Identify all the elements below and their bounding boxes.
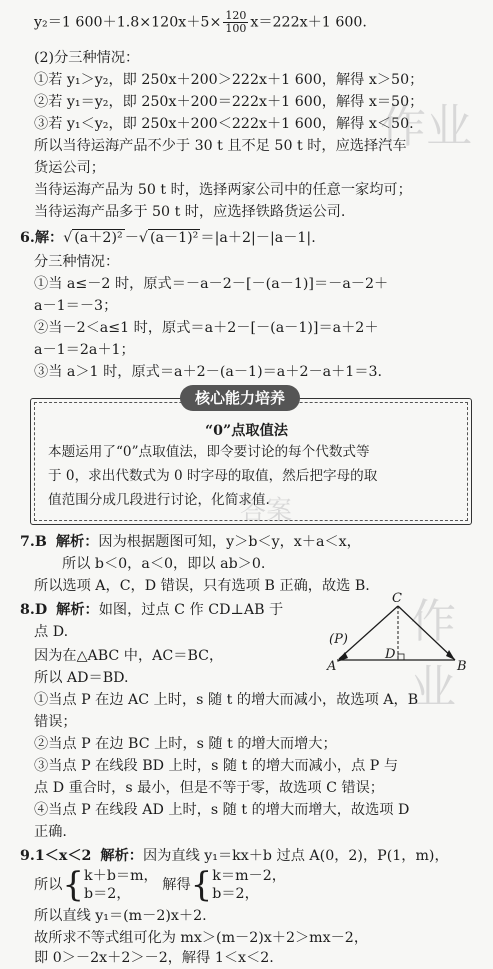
fraction-denominator: 100: [225, 22, 247, 35]
question-number: 9.: [20, 848, 35, 864]
radicand: (a＋2)²: [74, 230, 123, 246]
text-line: 所以直线 y₁＝(m－2)x＋2.: [34, 908, 207, 924]
point-label-a: A: [327, 659, 337, 674]
point-label-b: B: [457, 659, 467, 674]
equation: k＋b＝m，: [84, 868, 158, 884]
text-line: 所以当待运海产品不少于 30 t 且不足 50 t 时，应选择汽车: [34, 138, 407, 154]
text-line: a－1＝－3；: [34, 298, 118, 314]
question-9-header: [20, 846, 449, 866]
brace: {: [62, 865, 85, 905]
text-line: 即 0＞－2x＋2＞－2，解得 1＜x＜2.: [34, 950, 274, 966]
point-label-p: (P): [329, 632, 348, 647]
answer-value: 1＜x＜2: [34, 848, 92, 864]
point-label-c: C: [392, 591, 402, 606]
equation-text: x＝222x＋1 600.: [250, 14, 367, 31]
brace: {: [190, 865, 213, 905]
answer-choice: D: [34, 602, 48, 618]
text-line: 所以 AD＝BD.: [34, 670, 129, 686]
arrow-at-b: [446, 650, 455, 660]
watermark-text: 答案: [240, 496, 293, 526]
text-line: ③当点 P 在线段 BD 上时，s 随 t 的增大而减小，点 P 与: [34, 758, 399, 774]
text-line: 正确.: [34, 824, 67, 840]
text-line: 因为根据题图可知，y＞b＜y，x＋a＜x，: [98, 534, 361, 550]
question-8-header: [20, 600, 283, 620]
text-line: ①当 a≤－2 时，原式＝－a－2－[－(a－1)]＝－a－2＋: [34, 276, 389, 292]
method-text-line: 值范围分成几段进行讨论，化简求值.: [48, 492, 270, 508]
right-angle-mark: [398, 654, 404, 660]
equation: b＝2，: [84, 886, 131, 902]
equation-text: ＝|a＋2|－|a－1|.: [200, 230, 316, 246]
triangle-figure: [325, 590, 475, 676]
point-label-d: D: [385, 647, 396, 662]
text-line: 所以 b＜0，a＜0，即以 ab＞0.: [62, 556, 266, 572]
analysis-label: 解析：: [100, 848, 143, 864]
text-line: ①若 y₁＞y₂，即 250x＋200＞222x＋1 600，解得 x＞50；: [34, 72, 424, 88]
text-line: ②当点 P 在边 BC 上时，s 随 t 的增大而增大；: [34, 736, 337, 752]
text-line: ③若 y₁＜y₂，即 250x＋200＜222x＋1 600，解得 x＜50.: [34, 116, 414, 132]
text-line: 当待运海产品多于 50 t 时，应选择铁路货运公司.: [34, 204, 346, 220]
equation-system: [84, 867, 158, 903]
method-text-line: 本题运用了“0”点取值法，即令要讨论的每个代数式等: [48, 444, 370, 460]
equation-system: [212, 867, 286, 903]
equation-line: [34, 10, 367, 35]
analysis-label: 解析：: [55, 534, 99, 550]
method-text-line: 于 0，求出代数式为 0 时字母的取值，然后把字母的取: [48, 468, 378, 484]
question-6-header: [20, 228, 316, 248]
text-line: 点 D 重合时，s 最小，但是不等于零，故选项 C 错误；: [34, 780, 384, 796]
text-line: 货运公司；: [34, 160, 105, 176]
method-title: “0”点取值法: [205, 423, 288, 439]
text: 所以: [34, 877, 63, 893]
segment-cb: [398, 606, 455, 660]
equation: k＝m－2，: [212, 868, 286, 884]
sqrt-sign: √: [63, 230, 73, 246]
text-line: 所以选项 A，C，D 错误，只有选项 B 正确，故选 B.: [34, 578, 370, 594]
text-line: ④当点 P 在线段 AD 上时，s 随 t 的增大而增大，故选项 D: [34, 802, 410, 818]
text-line: 点 D.: [34, 624, 69, 640]
equation-text: y₂＝1 600＋1.8×120x＋5×: [34, 14, 222, 31]
question-number: 7.: [20, 534, 35, 550]
question-number: 6.: [20, 230, 35, 246]
text-line: 错误；: [34, 714, 77, 730]
text-line: ③当 a＞1 时，原式＝a＋2－(a－1)＝a＋2－a＋1＝3.: [34, 364, 383, 380]
text-line: (2)分三种情况：: [34, 50, 140, 66]
text-line: ②当－2＜a≤1 时，原式＝a＋2－[－(a－1)]＝a＋2＋: [34, 320, 379, 336]
question-7-header: [20, 532, 361, 552]
text-line: 如图，过点 C 作 CD⊥AB 于: [98, 602, 284, 618]
text-line: ①当点 P 在边 AC 上时，s 随 t 的增大而减小，故选项 A，B: [34, 692, 419, 708]
watermark-text: 作业: [410, 594, 456, 714]
answer-label: 解：: [34, 230, 64, 246]
text-line: ②若 y₁＝y₂，即 250x＋200＝222x＋1 600，解得 x＝50；: [34, 94, 424, 110]
text-line: 当待运海产品为 50 t 时，选择两家公司中的任意一家均可；: [34, 182, 412, 198]
equation: b＝2，: [212, 886, 259, 902]
radicand: (a－1)²: [149, 230, 199, 246]
text-line: 分三种情况：: [34, 254, 120, 270]
equation-system-line: [34, 866, 286, 904]
watermark-text: 作业: [380, 99, 472, 153]
method-badge: 核心能力培养: [180, 385, 300, 411]
fraction-numerator: 120: [225, 9, 247, 22]
text: 解得: [162, 877, 191, 893]
operator: －: [124, 230, 139, 246]
fraction: [223, 10, 248, 35]
text-line: a－1＝2a＋1；: [34, 342, 135, 358]
analysis-label: 解析：: [56, 602, 99, 618]
text-line: 故所求不等式组可化为 mx＞(m－2)x＋2＞mx－2，: [34, 930, 369, 946]
answer-choice: B: [34, 534, 47, 550]
text-line: 因为直线 y₁＝kx＋b 过点 A(0，2)，P(1，m)，: [143, 848, 449, 864]
question-number: 8.: [20, 602, 35, 618]
text-line: 因为在△ABC 中，AC＝BC，: [34, 648, 224, 664]
sqrt-sign: √: [138, 230, 148, 246]
